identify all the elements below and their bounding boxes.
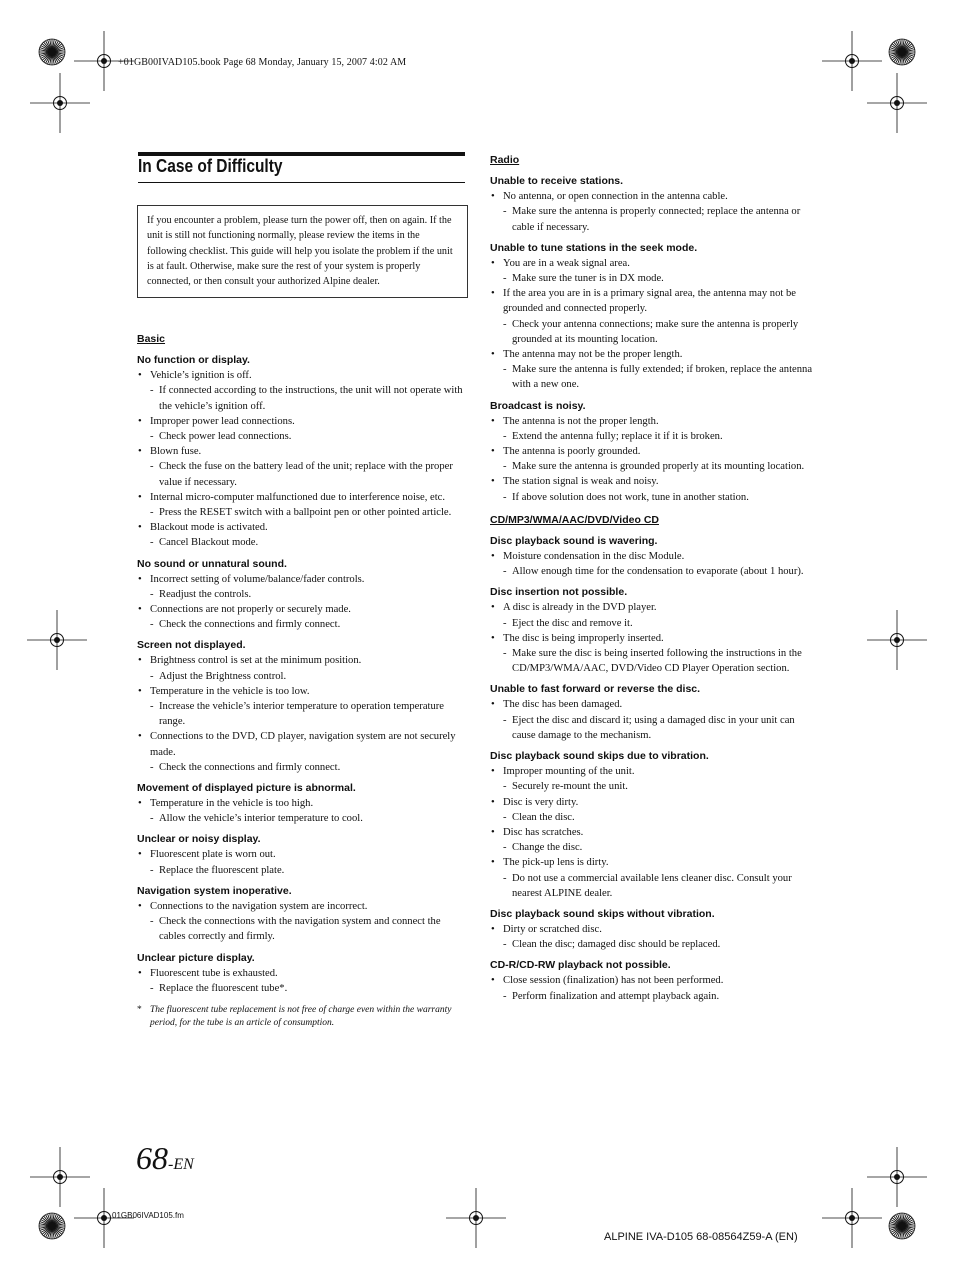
problem-heading: Unable to fast forward or reverse the disc. bbox=[490, 683, 701, 696]
cause-item: • Connections to the DVD, CD player, navigation system are not securely made. bbox=[137, 729, 465, 759]
problem-heading: Screen not displayed. bbox=[137, 639, 246, 652]
remedy-item: - Perform finalization and attempt playback again. bbox=[490, 989, 818, 1004]
problem-heading: Unable to receive stations. bbox=[490, 175, 624, 188]
remedy-item: - Make sure the disc is being inserted following the instructions in the CD/MP3/WMA/AAC, DVD/Video CD Player Operation section. bbox=[490, 646, 818, 676]
cause-item: • No antenna, or open connection in the antenna cable. bbox=[490, 189, 818, 204]
problem-heading: Unclear or noisy display. bbox=[137, 833, 261, 846]
file-label: 01GB06IVAD105.fm bbox=[112, 1211, 184, 1220]
cause-item: • A disc is already in the DVD player. bbox=[490, 600, 818, 615]
right-column bbox=[490, 145, 818, 1004]
crosshair-mark bbox=[30, 1147, 90, 1207]
remedy-item: - Do not use a commercial available lens cleaner disc. Consult your nearest ALPINE dealer. bbox=[490, 871, 818, 901]
cause-item: • Disc is very dirty. bbox=[490, 795, 818, 810]
cause-item: • Blackout mode is activated. bbox=[137, 520, 465, 535]
print-header: +01GB00IVAD105.book Page 68 Monday, January 15, 2007 4:02 AM bbox=[118, 57, 407, 68]
crosshair-mark bbox=[867, 73, 927, 133]
left-column bbox=[137, 324, 465, 1030]
remedy-item: - Allow enough time for the condensation to evaporate (about 1 hour). bbox=[490, 564, 818, 579]
cause-item: • Temperature in the vehicle is too high. bbox=[137, 796, 465, 811]
problem-heading: Unable to tune stations in the seek mode. bbox=[490, 241, 698, 254]
crosshair-mark bbox=[822, 31, 882, 91]
starburst-target-mark bbox=[889, 1213, 915, 1239]
cause-item: • Disc has scratches. bbox=[490, 825, 818, 840]
crosshair-mark bbox=[30, 73, 90, 133]
remedy-item: - Clean the disc; damaged disc should be replaced. bbox=[490, 937, 818, 952]
cause-item: • The station signal is weak and noisy. bbox=[490, 474, 818, 489]
remedy-item: - Eject the disc and remove it. bbox=[490, 616, 818, 631]
remedy-item: - Allow the vehicle’s interior temperature to cool. bbox=[137, 811, 465, 826]
problem-heading: Disc playback sound is wavering. bbox=[490, 535, 658, 548]
remedy-item: - Check the connections and firmly connect. bbox=[137, 617, 465, 632]
remedy-item: - Readjust the controls. bbox=[137, 587, 465, 602]
cause-item: • The disc is being improperly inserted. bbox=[490, 631, 818, 646]
intro-box: If you encounter a problem, please turn the power off, then on again. If the unit is still not functioning normally, please review the items in the following checklist. This guide will help you isolate the problem if the unit is at fault. Otherwise, make sure the rest of your system is properly connected, or then consult your authorized Alpine dealer. bbox=[137, 205, 468, 298]
remedy-item: - Eject the disc and discard it; using a damaged disc in your unit can cause damage to the mechanism. bbox=[490, 713, 818, 743]
problem-heading: CD-R/CD-RW playback not possible. bbox=[490, 959, 671, 972]
cause-item: • You are in a weak signal area. bbox=[490, 256, 818, 271]
cause-item: • The antenna is poorly grounded. bbox=[490, 444, 818, 459]
starburst-target-mark bbox=[39, 1213, 65, 1239]
remedy-item: - Press the RESET switch with a ballpoint pen or other pointed article. bbox=[137, 505, 465, 520]
cause-item: • Temperature in the vehicle is too low. bbox=[137, 684, 465, 699]
cause-item: • Improper mounting of the unit. bbox=[490, 764, 818, 779]
remedy-item: - Check the connections with the navigation system and connect the cables correctly and firmly. bbox=[137, 914, 465, 944]
page-number-value: 68 bbox=[136, 1140, 168, 1176]
category-heading: CD/MP3/WMA/AAC/DVD/Video CD bbox=[490, 513, 659, 526]
cause-item: • The antenna is not the proper length. bbox=[490, 414, 818, 429]
crosshair-mark bbox=[822, 1188, 882, 1248]
cause-item: • Connections to the navigation system are incorrect. bbox=[137, 899, 465, 914]
starburst-target-mark bbox=[39, 39, 65, 65]
page-number bbox=[136, 1140, 194, 1177]
remedy-item: - If above solution does not work, tune in another station. bbox=[490, 490, 818, 505]
remedy-item: - Replace the fluorescent plate. bbox=[137, 863, 465, 878]
category-heading: Radio bbox=[490, 154, 520, 166]
footnote: * The fluorescent tube replacement is not free of charge even within the warranty period, for the tube is an article of consumption. bbox=[137, 1004, 465, 1030]
cause-item: • Fluorescent tube is exhausted. bbox=[137, 966, 465, 981]
problem-heading: Broadcast is noisy. bbox=[490, 399, 586, 412]
cause-item: • Improper power lead connections. bbox=[137, 414, 465, 429]
remedy-item: - Extend the antenna fully; replace it if it is broken. bbox=[490, 429, 818, 444]
category-heading: Basic bbox=[137, 333, 166, 345]
crosshair-mark bbox=[867, 610, 927, 670]
page-title: In Case of Difficulty bbox=[138, 156, 283, 176]
crosshair-mark bbox=[446, 1188, 506, 1248]
problem-heading: Disc playback sound skips due to vibration. bbox=[490, 750, 709, 763]
cause-item: • The antenna may not be the proper length. bbox=[490, 347, 818, 362]
cause-item: • The disc has been damaged. bbox=[490, 697, 818, 712]
cause-item: • Vehicle’s ignition is off. bbox=[137, 368, 465, 383]
cause-item: • Brightness control is set at the minimum position. bbox=[137, 653, 465, 668]
remedy-item: - Check your antenna connections; make sure the antenna is properly grounded at its mounting location. bbox=[490, 317, 818, 347]
remedy-item: - Check power lead connections. bbox=[137, 429, 465, 444]
cause-item: • Moisture condensation in the disc Module. bbox=[490, 549, 818, 564]
remedy-item: - Make sure the antenna is properly connected; replace the antenna or cable if necessary. bbox=[490, 204, 818, 234]
problem-heading: No function or display. bbox=[137, 354, 250, 367]
cause-item: • Fluorescent plate is worn out. bbox=[137, 847, 465, 862]
remedy-item: - Increase the vehicle’s interior temperature to operation temperature range. bbox=[137, 699, 465, 729]
cause-item: • Internal micro-computer malfunctioned due to interference noise, etc. bbox=[137, 490, 465, 505]
cause-item: • Incorrect setting of volume/balance/fader controls. bbox=[137, 572, 465, 587]
remedy-item: - Check the fuse on the battery lead of the unit; replace with the proper value if necessary. bbox=[137, 459, 465, 489]
remedy-item: - Cancel Blackout mode. bbox=[137, 535, 465, 550]
problem-heading: Unclear picture display. bbox=[137, 951, 255, 964]
remedy-item: - Adjust the Brightness control. bbox=[137, 669, 465, 684]
crosshair-mark bbox=[27, 610, 87, 670]
remedy-item: - Check the connections and firmly connect. bbox=[137, 760, 465, 775]
remedy-item: - If connected according to the instructions, the unit will not operate with the vehicle’s ignition off. bbox=[137, 383, 465, 413]
remedy-item: - Make sure the antenna is fully extended; if broken, replace the antenna with a new one. bbox=[490, 362, 818, 392]
cause-item: • Connections are not properly or securely made. bbox=[137, 602, 465, 617]
remedy-item: - Change the disc. bbox=[490, 840, 818, 855]
remedy-item: - Securely re-mount the unit. bbox=[490, 779, 818, 794]
problem-heading: Disc playback sound skips without vibration. bbox=[490, 907, 715, 920]
cause-item: • Dirty or scratched disc. bbox=[490, 922, 818, 937]
title-underline bbox=[138, 182, 465, 183]
cause-item: • The pick-up lens is dirty. bbox=[490, 855, 818, 870]
remedy-item: - Replace the fluorescent tube*. bbox=[137, 981, 465, 996]
remedy-item: - Clean the disc. bbox=[490, 810, 818, 825]
remedy-item: - Make sure the tuner is in DX mode. bbox=[490, 271, 818, 286]
problem-heading: Navigation system inoperative. bbox=[137, 884, 292, 897]
starburst-target-mark bbox=[889, 39, 915, 65]
cause-item: • Blown fuse. bbox=[137, 444, 465, 459]
crosshair-mark bbox=[867, 1147, 927, 1207]
problem-heading: Movement of displayed picture is abnormal. bbox=[137, 782, 356, 795]
problem-heading: No sound or unnatural sound. bbox=[137, 557, 287, 570]
cause-item: • Close session (finalization) has not been performed. bbox=[490, 973, 818, 988]
remedy-item: - Make sure the antenna is grounded properly at its mounting location. bbox=[490, 459, 818, 474]
cause-item: • If the area you are in is a primary signal area, the antenna may not be grounded and connected properly. bbox=[490, 286, 818, 316]
page-number-suffix: -EN bbox=[168, 1156, 194, 1173]
model-label: ALPINE IVA-D105 68-08564Z59-A (EN) bbox=[604, 1231, 798, 1243]
problem-heading: Disc insertion not possible. bbox=[490, 586, 628, 599]
